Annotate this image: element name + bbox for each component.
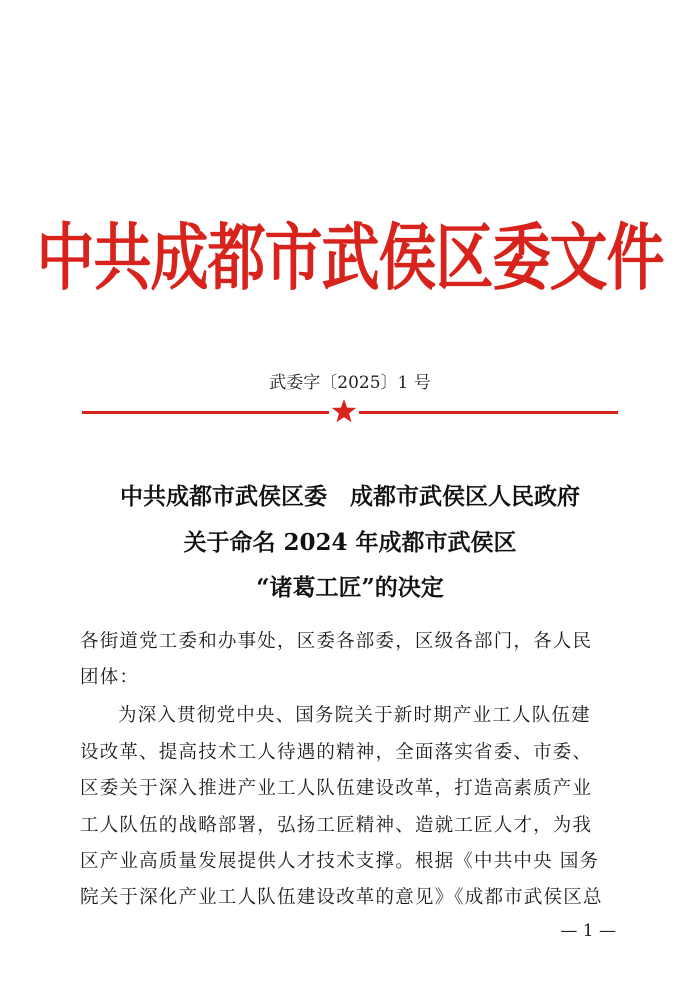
red-divider-right	[359, 411, 618, 414]
body-line: 院关于深化产业工人队伍建设改革的意见》《成都市武侯区总	[80, 887, 603, 908]
body-line: 为深入贯彻党中央、国务院关于新时期产业工人队伍建	[118, 705, 591, 726]
body-line: 区产业高质量发展提供人才技术支撑。根据《中共中央 国务	[80, 851, 600, 872]
document-number: 武委字〔2025〕1 号	[269, 373, 431, 393]
document-title-line-1: 中共成都市武侯区委 成都市武侯区人民政府	[120, 483, 580, 510]
red-divider-left	[82, 411, 329, 414]
body-line: 工人队伍的战略部署，弘扬工匠精神、造就工匠人才，为我	[80, 815, 593, 836]
body-line: 各街道党工委和办事处，区委各部委，区级各部门，各人民	[80, 631, 593, 652]
body-line: 区委关于深入推进产业工人队伍建设改革，打造高素质产业	[80, 778, 593, 799]
body-line: 设改革、提高技术工人待遇的精神，全面落实省委、市委、	[80, 742, 593, 763]
body-line: 团体：	[80, 667, 140, 688]
page-number: — 1 —	[560, 921, 616, 941]
star-icon	[331, 398, 357, 424]
document-title-line-2: 关于命名 2024 年成都市武侯区	[183, 529, 517, 556]
document-masthead: 中共成都市武侯区委文件	[36, 215, 664, 301]
document-title-line-3: “诸葛工匠”的决定	[256, 574, 444, 601]
